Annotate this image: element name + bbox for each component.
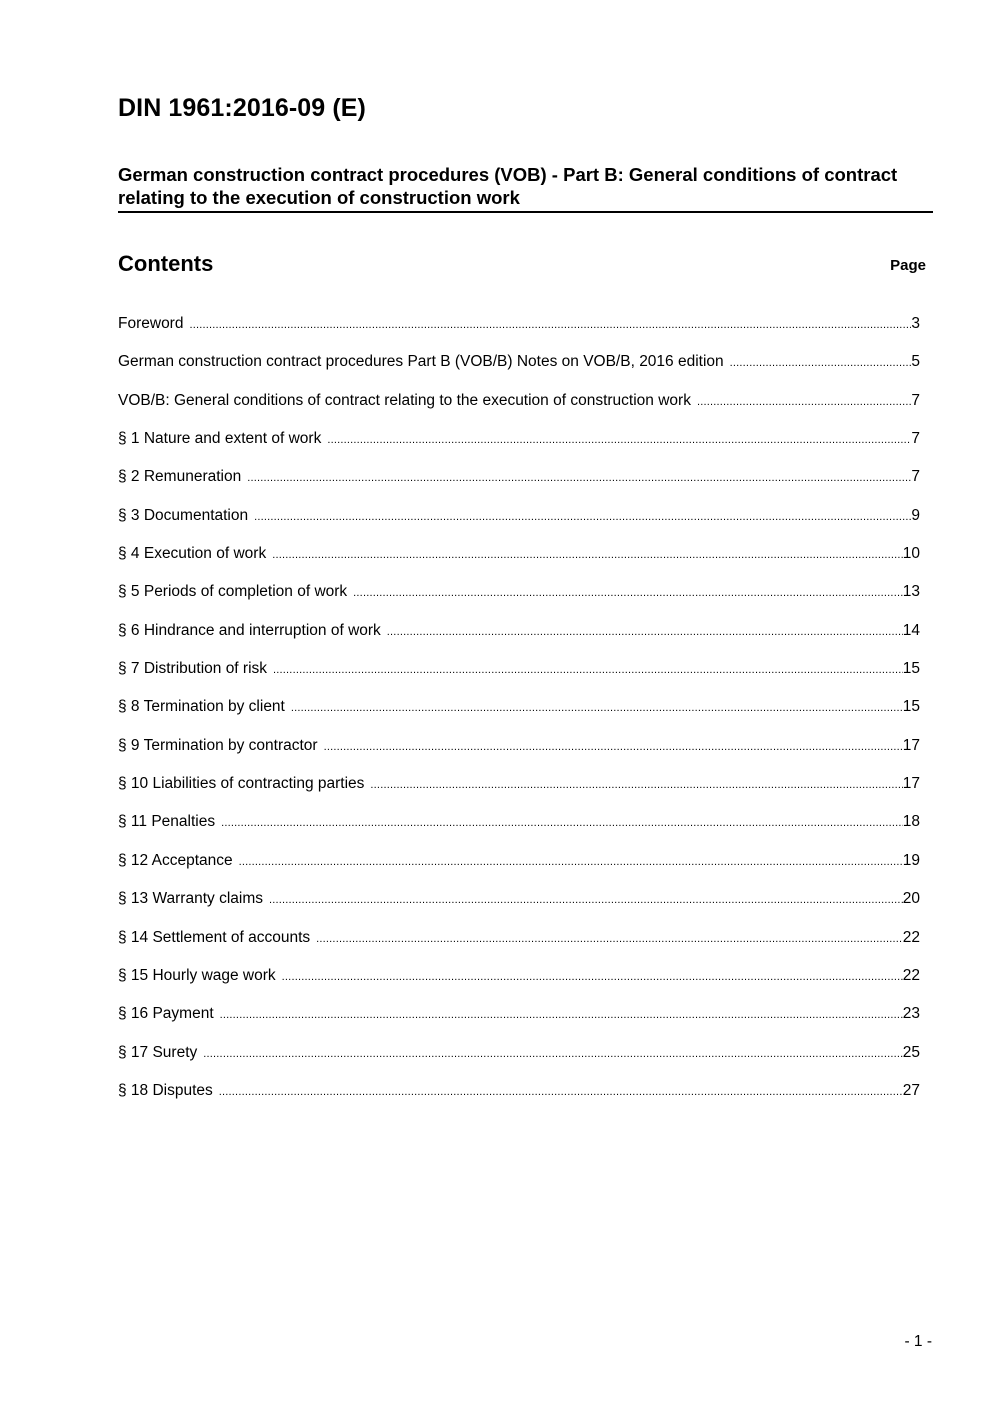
dot-leader (387, 626, 903, 638)
toc-entry-page: 5 (911, 353, 920, 371)
dot-leader (272, 549, 903, 561)
dot-leader (247, 472, 911, 484)
toc-entry-foreword[interactable] (118, 315, 920, 353)
toc-entry-section-11[interactable] (118, 813, 920, 851)
dot-leader (324, 741, 903, 753)
toc-entry-page: 9 (911, 506, 920, 524)
toc-entry-title: § 18 Disputes (118, 1081, 213, 1099)
document-id: DIN 1961:2016-09 (E) (118, 94, 366, 122)
toc-entry-section-17[interactable] (118, 1044, 920, 1082)
dot-leader (221, 817, 903, 829)
toc-entry-page: 10 (902, 545, 920, 563)
dot-leader (189, 319, 911, 331)
toc-entry-section-9[interactable] (118, 737, 920, 775)
dot-leader (316, 933, 903, 945)
toc-entry-page: 7 (911, 391, 920, 409)
toc-entry-section-2[interactable] (118, 468, 920, 506)
page-number: - 1 - (904, 1333, 932, 1350)
toc-entry-page: 25 (902, 1043, 920, 1061)
toc-entry-title: § 17 Surety (118, 1043, 198, 1061)
dot-leader (697, 396, 911, 408)
dot-leader (254, 511, 911, 523)
dot-leader (269, 894, 903, 906)
toc-entry-page: 17 (902, 775, 920, 793)
toc-entry-section-15[interactable] (118, 967, 920, 1005)
dot-leader (239, 856, 903, 868)
toc-entry-page: 15 (902, 660, 920, 678)
toc-entry-section-12[interactable] (118, 852, 920, 890)
contents-heading: Contents (118, 251, 214, 276)
toc-entry-title: § 13 Warranty claims (118, 890, 263, 908)
dot-leader (291, 702, 903, 714)
toc-entry-title: § 11 Penalties (118, 813, 216, 831)
dot-leader (730, 357, 912, 369)
dot-leader (273, 664, 903, 676)
toc-entry-title: § 2 Remuneration (118, 468, 242, 486)
toc-entry-title: § 16 Payment (118, 1005, 214, 1023)
toc-entry-notes[interactable] (118, 353, 920, 391)
toc-entry-title: § 10 Liabilities of contracting parties (118, 775, 365, 793)
toc-entry-title: Foreword (118, 315, 184, 332)
toc-entry-section-4[interactable] (118, 545, 920, 583)
toc-entry-section-18[interactable] (118, 1082, 920, 1120)
dot-leader (370, 779, 902, 791)
toc-entry-page: 13 (902, 583, 920, 601)
toc-entry-title: § 9 Termination by contractor (118, 736, 318, 754)
toc-entry-page: 23 (902, 1005, 920, 1023)
dot-leader (282, 971, 903, 983)
toc-entry-page: 27 (902, 1081, 920, 1099)
toc-entry-section-14[interactable] (118, 929, 920, 967)
toc-entry-section-6[interactable] (118, 622, 920, 660)
toc-entry-title: § 12 Acceptance (118, 851, 233, 869)
toc-entry-section-13[interactable] (118, 890, 920, 928)
toc-entry-title: German construction contract procedures Part B (VOB/B) Notes on VOB/B, 2016 edition (118, 353, 724, 371)
toc-entry-section-8[interactable] (118, 698, 920, 736)
toc-entry-section-7[interactable] (118, 660, 920, 698)
toc-entry-title: § 8 Termination by client (118, 698, 285, 716)
toc-entry-page: 7 (911, 468, 920, 486)
dot-leader (203, 1048, 902, 1060)
toc-entry-general-conditions[interactable] (118, 392, 920, 430)
toc-entry-page: 22 (902, 928, 920, 946)
toc-entry-title: § 7 Distribution of risk (118, 660, 268, 678)
toc-entry-section-10[interactable] (118, 775, 920, 813)
dot-leader (353, 587, 903, 599)
document-subtitle: German construction contract procedures (VOB) - Part B: General conditions of contract relating to the execution of construction work (118, 163, 933, 213)
toc-entry-title: § 3 Documentation (118, 506, 249, 524)
toc-entry-page: 22 (902, 966, 920, 984)
toc-entry-page: 17 (902, 736, 920, 754)
toc-entry-title: VOB/B: General conditions of contract relating to the execution of construction work (118, 391, 691, 409)
toc-entry-title: § 14 Settlement of accounts (118, 928, 311, 946)
toc-entry-title: § 4 Execution of work (118, 545, 267, 563)
dot-leader (220, 1009, 903, 1021)
page-column-label: Page (890, 257, 926, 274)
table-of-contents (118, 315, 920, 1120)
toc-entry-section-16[interactable] (118, 1005, 920, 1043)
toc-entry-page: 15 (902, 698, 920, 716)
dot-leader (327, 434, 911, 446)
toc-entry-page: 19 (902, 851, 920, 869)
toc-entry-page: 3 (911, 315, 920, 332)
toc-entry-title: § 5 Periods of completion of work (118, 583, 348, 601)
toc-entry-section-1[interactable] (118, 430, 920, 468)
toc-entry-section-3[interactable] (118, 507, 920, 545)
toc-entry-title: § 1 Nature and extent of work (118, 430, 322, 448)
toc-entry-page: 18 (902, 813, 920, 831)
toc-entry-page: 14 (902, 621, 920, 639)
toc-entry-page: 20 (902, 890, 920, 908)
toc-entry-title: § 15 Hourly wage work (118, 966, 276, 984)
dot-leader (219, 1086, 903, 1098)
toc-entry-page: 7 (911, 430, 920, 448)
toc-entry-title: § 6 Hindrance and interruption of work (118, 621, 381, 639)
toc-entry-section-5[interactable] (118, 583, 920, 621)
